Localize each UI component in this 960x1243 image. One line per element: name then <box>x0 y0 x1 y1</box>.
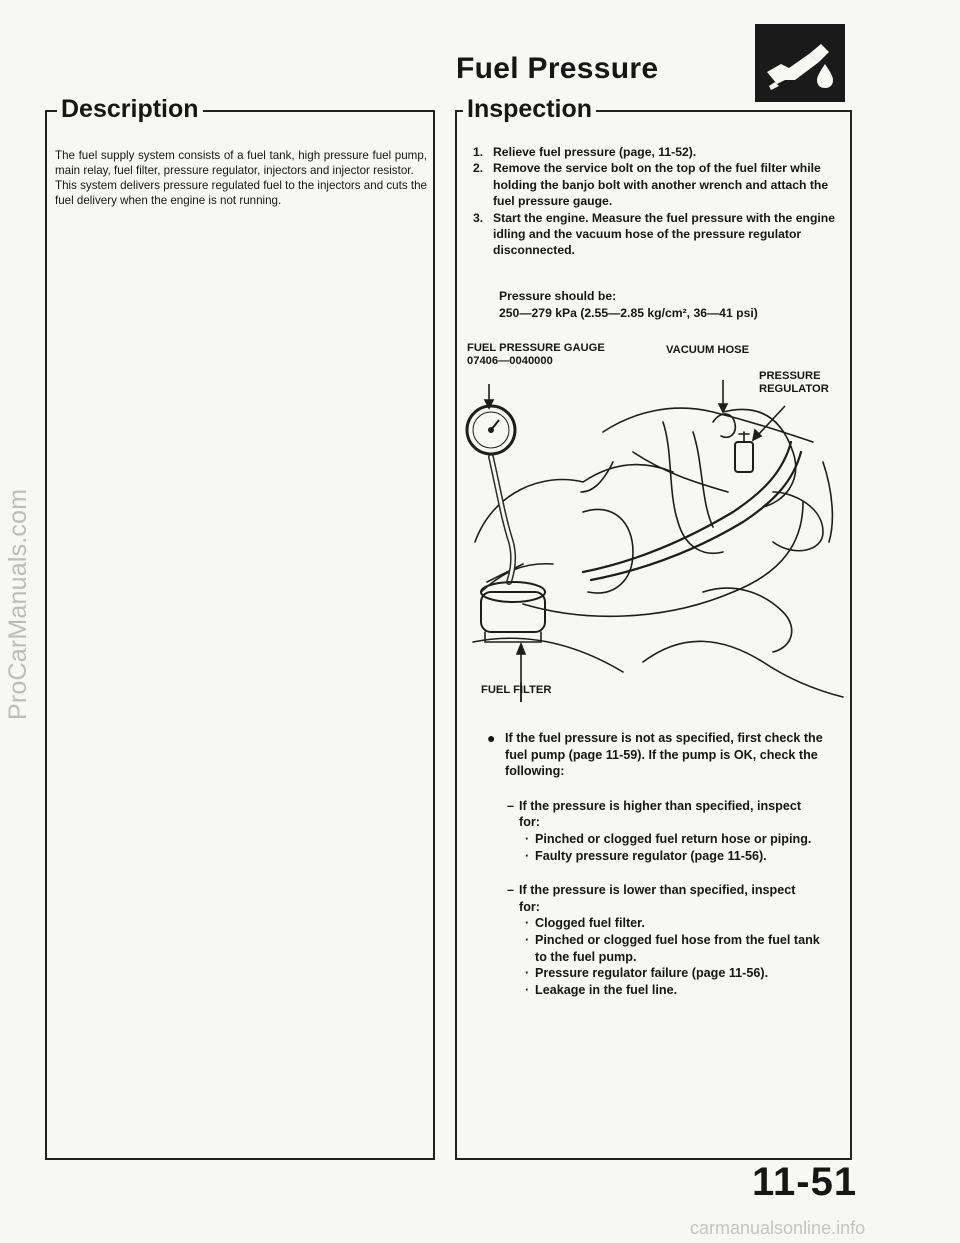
high-pressure-condition <box>487 798 835 864</box>
step-text: Remove the service bolt on the top of the fuel filter while holding the banjo bolt with another wrench and attach the fuel pressure gauge. <box>493 161 829 209</box>
note-intro-text: If the fuel pressure is not as specified, first check the fuel pump (page 11-59). If the pump is OK, check the following: <box>505 731 823 779</box>
low-item-text: Clogged fuel filter. <box>535 916 645 931</box>
step-2 <box>473 160 837 209</box>
low-item-2 <box>507 932 835 965</box>
low-for-label: for: <box>519 899 540 914</box>
gauge-label-text: FUEL PRESSURE GAUGE <box>467 342 605 354</box>
regulator-label-line-1: PRESSURE <box>759 370 821 382</box>
high-pressure-head <box>507 798 835 815</box>
description-heading: Description <box>57 93 203 125</box>
page-number: 11-51 <box>752 1160 858 1204</box>
high-item-2 <box>507 848 835 865</box>
dash-icon: – <box>507 883 515 898</box>
bottom-watermark: carmanualsonline.info <box>690 1218 866 1238</box>
troubleshooting-notes <box>487 730 835 998</box>
small-bullet-icon: · <box>525 916 530 931</box>
description-paragraph-2: This system delivers pressure regulated fuel to the injectors and cuts the fuel delivery when the engine is not running. <box>55 179 427 207</box>
step-number: 2. <box>473 161 484 176</box>
fuel-filter-label: FUEL FILTER <box>481 684 552 696</box>
low-item-1 <box>507 915 835 932</box>
side-watermark: ProCarManuals.com <box>4 488 32 720</box>
small-bullet-icon: · <box>525 982 530 997</box>
inspection-section <box>455 95 852 1160</box>
dash-icon: – <box>507 798 515 813</box>
regulator-label-line-2: REGULATOR <box>759 383 829 395</box>
small-bullet-icon: · <box>525 966 530 981</box>
step-text: Relieve fuel pressure (page, 11-52). <box>493 145 697 159</box>
high-item-text: Pinched or clogged fuel return hose or piping. <box>535 831 812 846</box>
pressure-spec <box>499 288 758 322</box>
step-1 <box>473 144 837 160</box>
page-title: Fuel Pressure <box>456 52 659 85</box>
low-pressure-head <box>507 882 835 899</box>
step-3 <box>473 210 837 259</box>
pressure-regulator-label <box>759 370 829 396</box>
step-number: 1. <box>473 145 484 159</box>
gauge-label <box>467 342 605 368</box>
description-paragraph-1: The fuel supply system consists of a fuel tank, high pressure fuel pump, main relay, fuel filter, pressure regulator, injectors and injector resistor. <box>55 149 427 177</box>
small-bullet-icon: · <box>525 932 530 947</box>
low-pressure-condition <box>487 882 835 998</box>
low-item-text: Leakage in the fuel line. <box>535 982 678 997</box>
gauge-part-number: 07406—0040000 <box>467 355 553 367</box>
step-text: Start the engine. Measure the fuel pressure with the engine idling and the vacuum hose of the pressure regulator disconnected. <box>493 210 835 258</box>
low-item-text: Pressure regulator failure (page 11-56). <box>535 966 769 981</box>
high-item-1 <box>507 831 835 848</box>
step-number: 3. <box>473 210 484 225</box>
fuel-nozzle-icon <box>755 24 845 102</box>
low-item-3 <box>507 965 835 982</box>
small-bullet-icon: · <box>525 831 530 846</box>
inspection-heading: Inspection <box>463 93 596 125</box>
high-for-label: for: <box>519 815 540 830</box>
bullet-icon: ● <box>487 730 496 746</box>
high-item-text: Faulty pressure regulator (page 11-56). <box>535 848 767 863</box>
low-item-text: Pinched or clogged fuel hose from the fuel tank to the fuel pump. <box>535 932 820 964</box>
low-pressure-head-text: If the pressure is lower than specified, inspect <box>519 883 796 898</box>
small-bullet-icon: · <box>525 848 530 863</box>
high-pressure-head-text: If the pressure is higher than specified, inspect <box>519 798 802 813</box>
fuel-pressure-gauge-illustration <box>463 342 849 702</box>
spec-value: 250—279 kPa (2.55—2.85 kg/cm², 36—41 psi) <box>499 306 758 320</box>
low-item-4 <box>507 982 835 999</box>
vacuum-hose-label: VACUUM HOSE <box>666 344 750 356</box>
description-body <box>55 148 427 208</box>
description-section <box>45 95 435 1160</box>
note-intro <box>487 730 835 780</box>
inspection-steps <box>473 144 837 259</box>
spec-label: Pressure should be: <box>499 289 617 303</box>
engine-bay-drawing <box>463 342 849 702</box>
